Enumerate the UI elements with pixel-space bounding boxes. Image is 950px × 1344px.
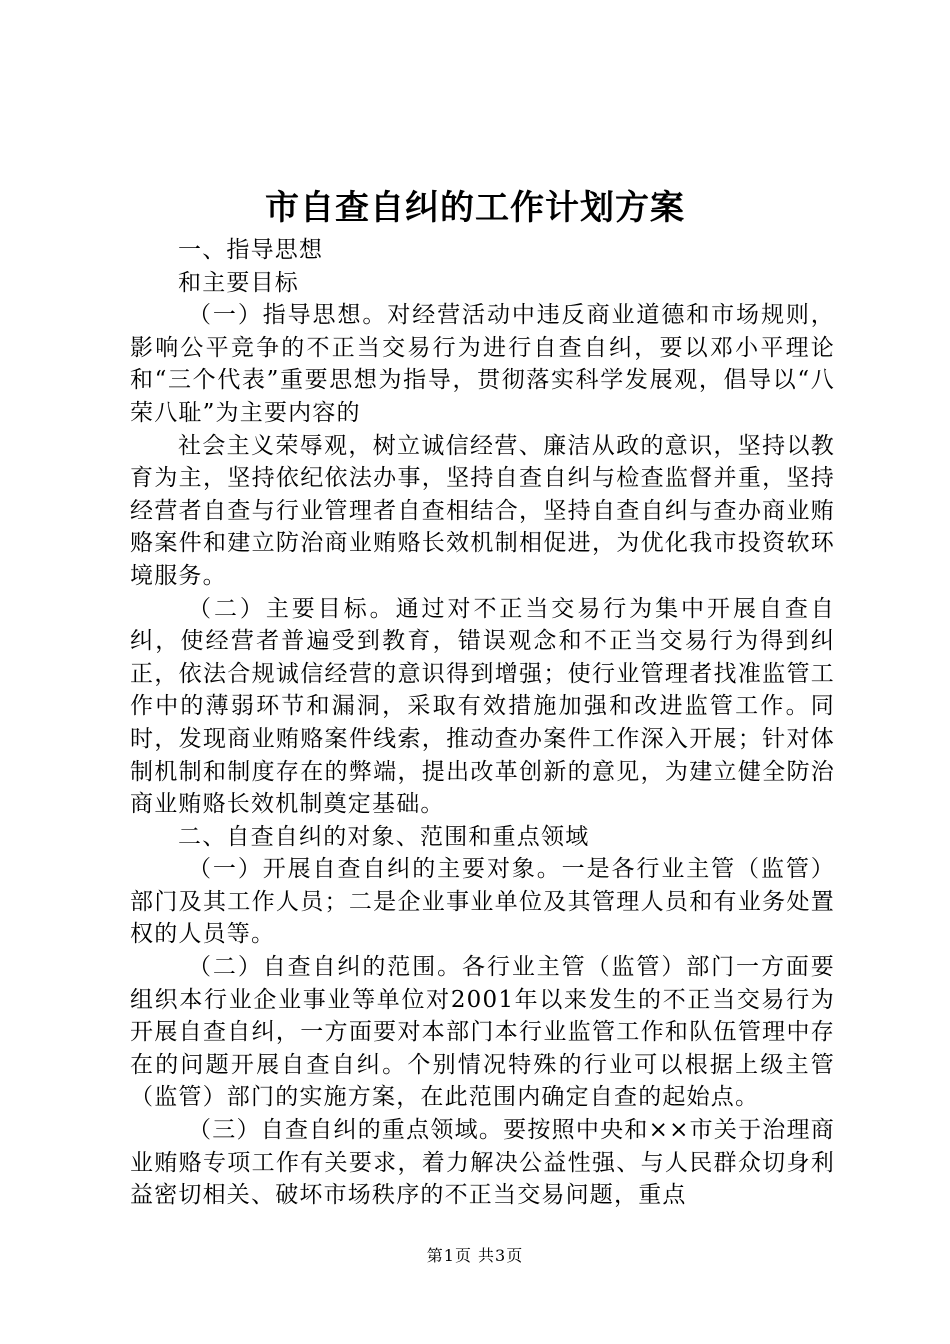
paragraph-scope: （二）自查自纠的范围。各行业主管（监管）部门一方面要组织本行业企业事业等单位对2001年以来发生的不正当交易行为开展自查自纠，一方面要对本部门本行业监管工作和队伍管理中存在的问题开展自查自纠。个别情况特殊的行业可以根据上级主管（监管）部门的实施方案，在此范围内确定自查的起始点。 [130,954,835,1111]
paragraph-guiding-ideology: （一）指导思想。对经营活动中违反商业道德和市场规则，影响公平竞争的不正当交易行为进行自查自纠，要以邓小平理论和“三个代表”重要思想为指导，贯彻落实科学发展观，倡导以“八荣八耻”为主要内容的 [130,302,835,426]
section-heading-1-continued: 和主要目标 [178,269,299,296]
paragraph-main-goals: （二）主要目标。通过对不正当交易行为集中开展自查自纠，使经营者普遍受到教育，错误观念和不正当交易行为得到纠正，依法合规诚信经营的意识得到增强；使行业管理者找准监管工作中的薄弱环节和漏洞，采取有效措施加强和改进监管工作。同时，发现商业贿赂案件线索，推动查办案件工作深入开展；针对体制机制和制度存在的弊端，提出改革创新的意见，为建立健全防治商业贿赂长效机制奠定基础。 [130,595,835,818]
document-title: 市自查自纠的工作计划方案 [265,188,685,228]
section-heading-2: 二、自查自纠的对象、范围和重点领域 [178,823,590,850]
section-heading-1: 一、指导思想 [178,237,324,263]
paragraph-guiding-ideology-continued: 社会主义荣辱观，树立诚信经营、廉洁从政的意识，坚持以教育为主，坚持依纪依法办事，坚持自查自纠与检查监督并重，坚持经营者自查与行业管理者自查相结合，坚持自查自纠与查办商业贿赂案件和建立防治商业贿赂长效机制相促进，为优化我市投资软环境服务。 [130,432,835,589]
document-body [130,234,835,1212]
paragraph-key-areas: （三）自查自纠的重点领域。要按照中央和××市关于治理商业贿赂专项工作有关要求，着力解决公益性强、与人民群众切身利益密切相关、破坏市场秩序的不正当交易问题，重点 [130,1117,835,1209]
page-footer: 第1页 共3页 [426,1246,524,1265]
paragraph-main-targets: （一）开展自查自纠的主要对象。一是各行业主管（监管）部门及其工作人员；二是企业事业单位及其管理人员和有业务处置权的人员等。 [130,856,835,948]
